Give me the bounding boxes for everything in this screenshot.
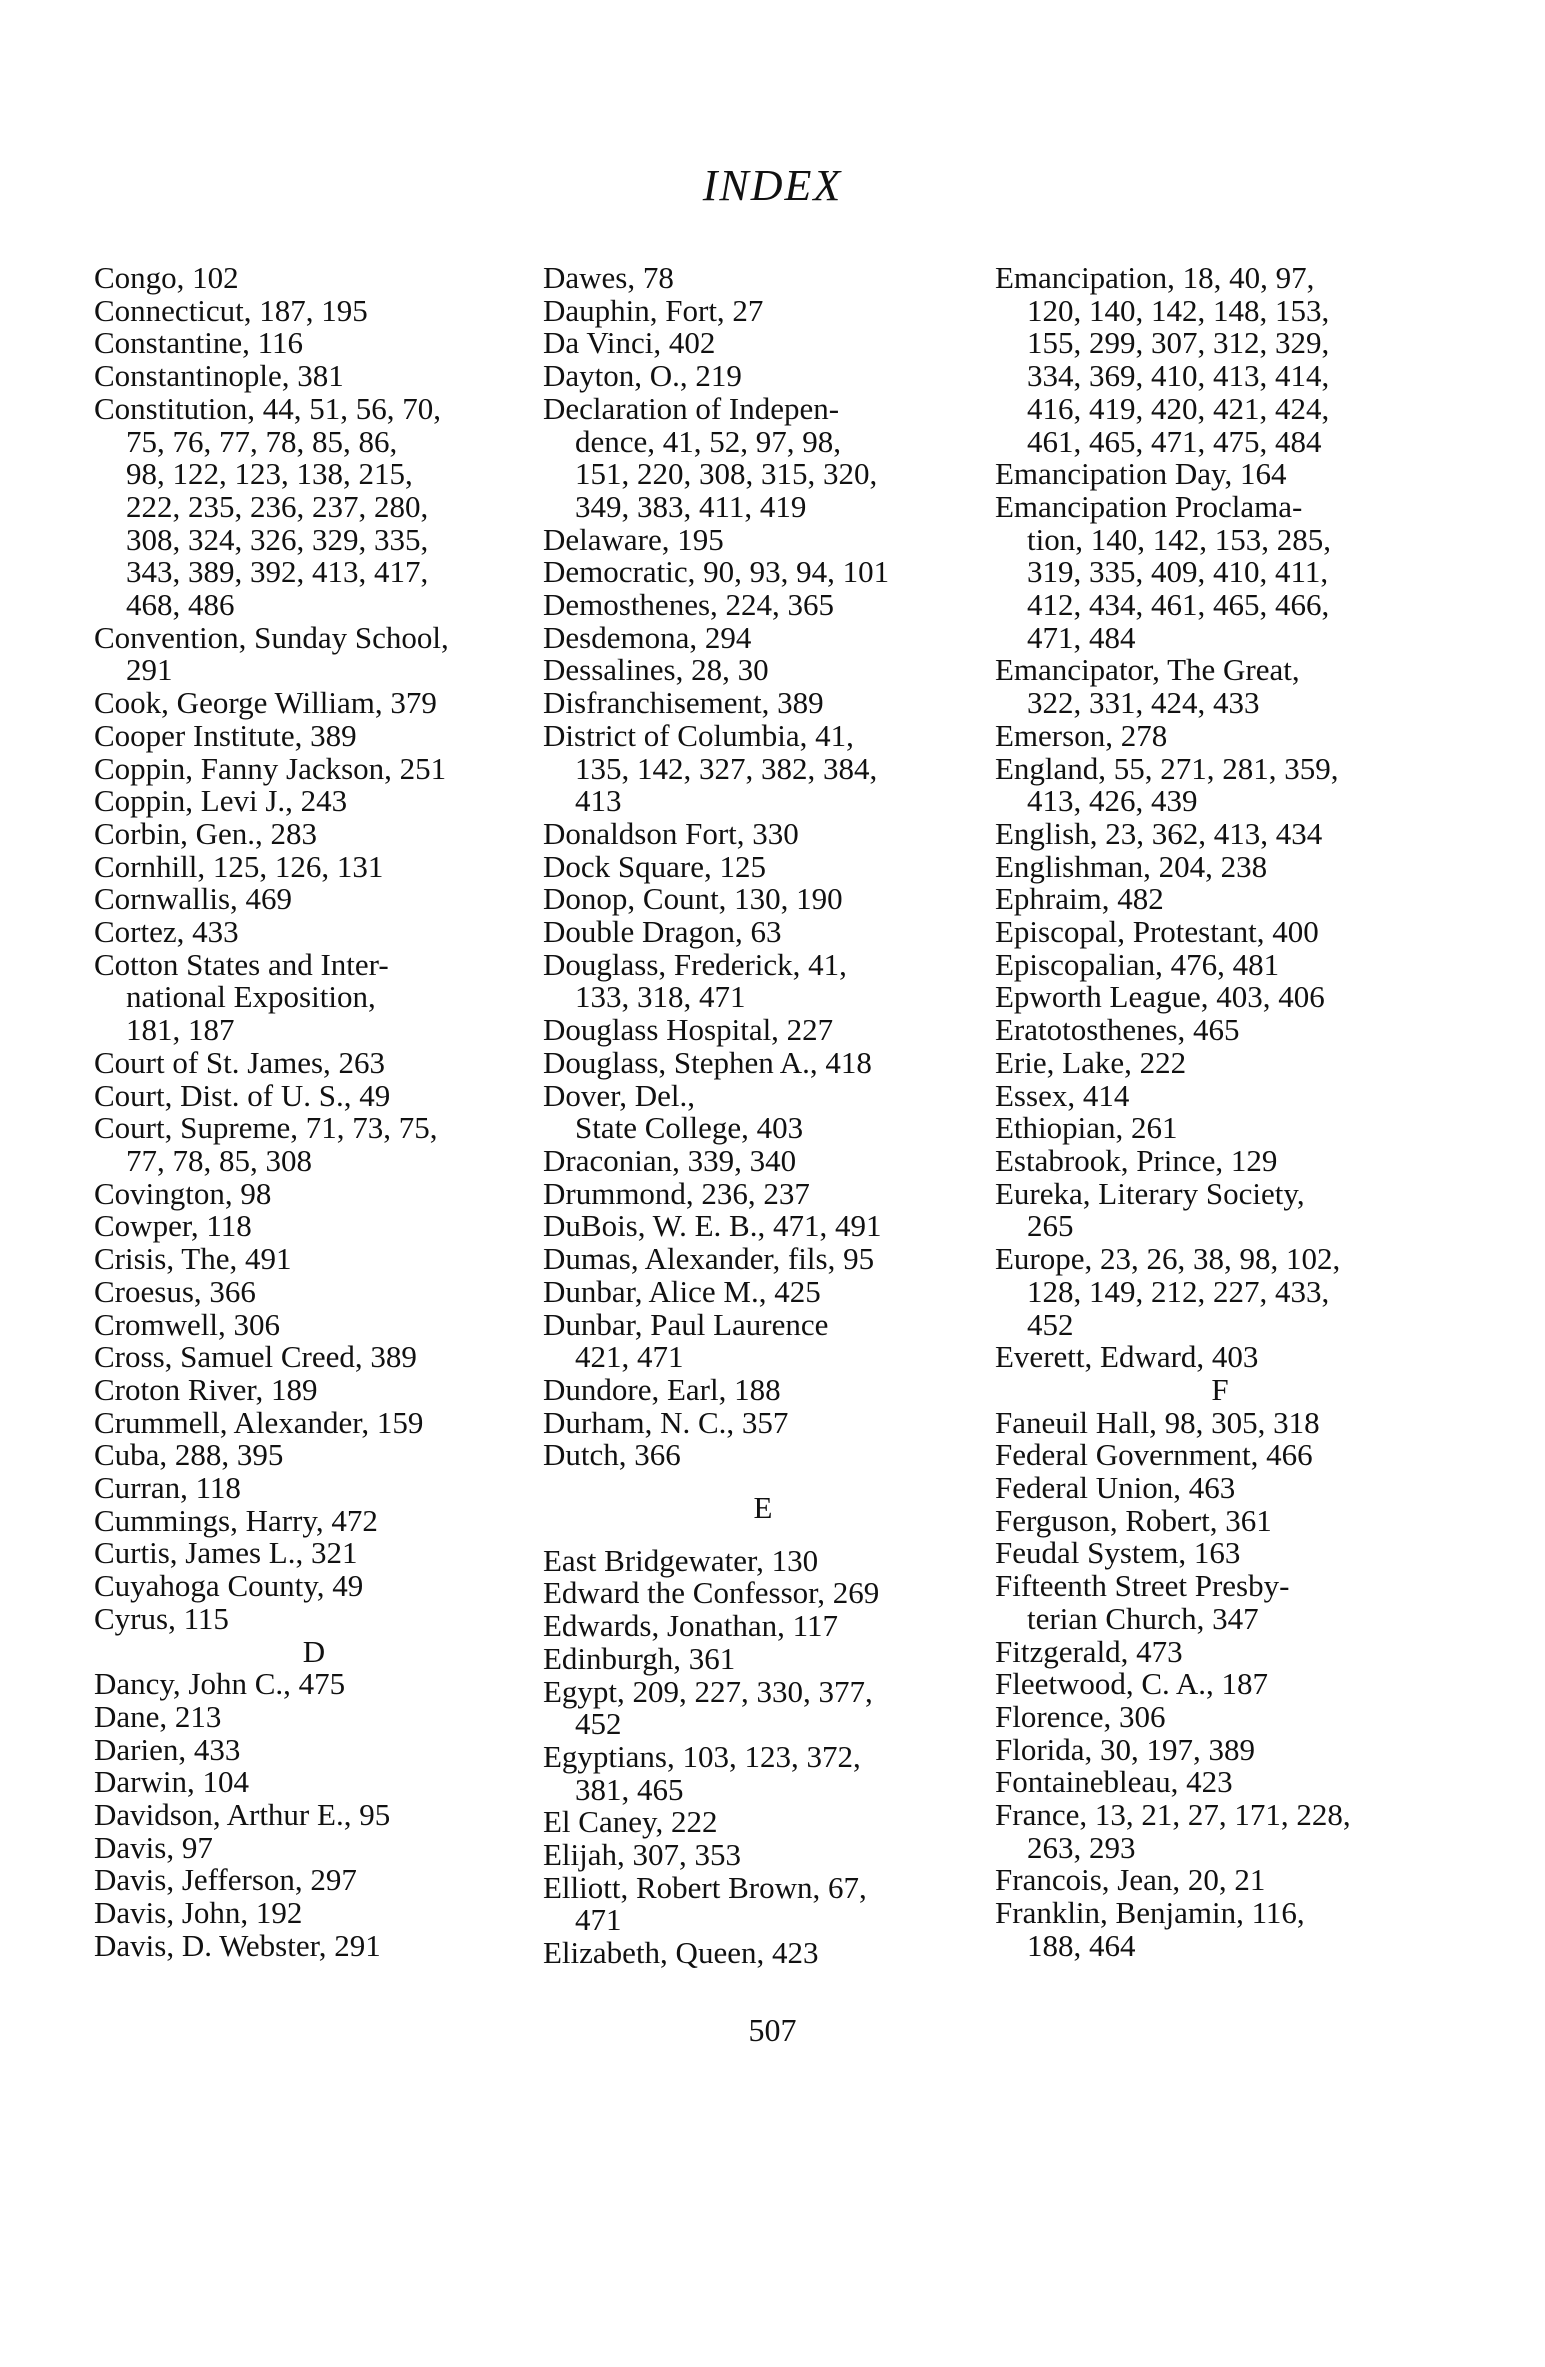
index-entry-line: Elijah, 307, 353 [543, 1837, 742, 1873]
index-entry-line: Covington, 98 [94, 1175, 272, 1211]
index-entry-line: Cowper, 118 [94, 1208, 252, 1244]
index-entry-continuation: 291 [126, 652, 173, 688]
index-entry-line: Erie, Lake, 222 [995, 1044, 1187, 1080]
index-entry [543, 815, 983, 851]
index-entry [995, 1175, 1445, 1244]
index-entry [94, 848, 534, 884]
index-entry [995, 1112, 1445, 1145]
index-entry-line: Croesus, 366 [94, 1273, 256, 1309]
index-entry [94, 1766, 534, 1799]
index-entry [543, 521, 983, 557]
index-entry-continuation: tion, 140, 142, 153, 285, [1027, 521, 1331, 557]
index-entry-line: Eureka, Literary Society, [995, 1175, 1305, 1211]
index-entry-line: Cooper Institute, 389 [94, 717, 357, 753]
index-entry [94, 1864, 534, 1897]
index-entry-continuation: 322, 331, 424, 433 [1027, 685, 1260, 721]
index-entry [543, 619, 983, 655]
index-entry-line: Dayton, O., 219 [543, 358, 742, 394]
section-letter-heading: E [753, 1490, 773, 1526]
index-entry-line: Convention, Sunday School, [94, 619, 449, 655]
index-entry-continuation: 349, 383, 411, 419 [575, 488, 807, 524]
index-entry [94, 1472, 534, 1505]
index-entry-line: Court, Supreme, 71, 73, 75, [94, 1110, 438, 1146]
index-entry-continuation: 133, 318, 471 [575, 979, 746, 1015]
index-entry [94, 262, 534, 295]
index-entry [94, 916, 534, 949]
index-entry-line: Cornhill, 125, 126, 131 [94, 848, 384, 884]
index-entry-continuation: 120, 140, 142, 148, 153, [1027, 292, 1330, 328]
index-entry-line: Egypt, 209, 227, 330, 377, [543, 1673, 873, 1709]
index-entry-continuation: 181, 187 [126, 1012, 235, 1048]
index-entry [543, 687, 983, 720]
index-entry-line: Emancipator, The Great, [995, 652, 1300, 688]
index-entry-continuation: 222, 235, 236, 237, 280, [126, 488, 429, 524]
index-entry-line: Cromwell, 306 [94, 1306, 280, 1342]
index-entry [94, 292, 534, 328]
index-entry-line: Dauphin, Fort, 27 [543, 292, 764, 328]
index-entry-line: Douglass, Stephen A., 418 [543, 1044, 872, 1080]
index-entry [94, 1570, 534, 1603]
index-entry-continuation: 381, 465 [575, 1771, 684, 1807]
index-entry-continuation: 343, 389, 392, 413, 417, [126, 554, 429, 590]
index-entry-continuation: 263, 293 [1027, 1829, 1136, 1865]
index-entry [94, 1731, 534, 1767]
index-entry-line: Essex, 414 [995, 1077, 1130, 1113]
index-entry [543, 1542, 983, 1578]
index-entry-continuation: 413, 426, 439 [1027, 783, 1198, 819]
index-entry [995, 916, 1445, 949]
index-entry-line: Cook, George William, 379 [94, 685, 437, 721]
index-entry [94, 1502, 534, 1538]
index-entry [995, 1766, 1445, 1799]
index-entry [94, 1439, 534, 1472]
index-entry-line: Crummell, Alexander, 159 [94, 1404, 424, 1440]
index-entry-continuation: 412, 434, 461, 465, 466, [1027, 587, 1330, 623]
index-entry-line: Durham, N. C., 357 [543, 1404, 789, 1440]
index-entry-line: Donop, Count, 130, 190 [543, 881, 843, 917]
index-entry-line: Coppin, Fanny Jackson, 251 [94, 750, 447, 786]
index-entry [94, 1799, 534, 1832]
index-entry-continuation: 452 [575, 1706, 622, 1742]
index-column-3 [995, 262, 1445, 1963]
index-entry [94, 687, 534, 720]
index-entry [94, 1668, 534, 1701]
index-entry-continuation: 461, 465, 471, 475, 484 [1027, 423, 1322, 459]
index-entry [543, 883, 983, 916]
index-entry [543, 1439, 983, 1472]
index-entry-line: Fleetwood, C. A., 187 [995, 1666, 1268, 1702]
section-letter-heading: F [1211, 1371, 1229, 1407]
index-entry-line: Congo, 102 [94, 260, 239, 295]
index-entry-line: Constantinople, 381 [94, 358, 344, 394]
index-entry-line: Disfranchisement, 389 [543, 685, 824, 721]
index-entry [995, 1404, 1445, 1440]
index-entry [995, 1439, 1445, 1472]
index-entry-line: Court, Dist. of U. S., 49 [94, 1077, 391, 1113]
index-entry [543, 946, 983, 1015]
index-entry-continuation: 188, 464 [1027, 1927, 1136, 1963]
index-entry [995, 1044, 1445, 1080]
index-entry [94, 1210, 534, 1243]
index-entry-line: Florida, 30, 197, 389 [995, 1731, 1256, 1767]
index-entry-line: Francois, Jean, 20, 21 [995, 1862, 1266, 1898]
index-entry-line: Demosthenes, 224, 365 [543, 587, 835, 623]
index-entry-line: Federal Union, 463 [995, 1470, 1236, 1506]
index-entry [543, 1839, 983, 1872]
index-entry [995, 1698, 1445, 1734]
index-entry-line: Cummings, Harry, 472 [94, 1502, 378, 1538]
index-entry [995, 1472, 1445, 1505]
index-entry-line: Elizabeth, Queen, 423 [543, 1935, 819, 1971]
index-entry [94, 1175, 534, 1211]
index-entry-line: Davidson, Arthur E., 95 [94, 1797, 391, 1833]
index-entry-line: Florence, 306 [995, 1698, 1166, 1734]
index-entry-continuation: 77, 78, 85, 308 [126, 1142, 312, 1178]
index-entry-line: Davis, Jefferson, 297 [94, 1862, 357, 1898]
index-entry-line: France, 13, 21, 27, 171, 228, [995, 1797, 1351, 1833]
index-entry [995, 883, 1445, 916]
index-entry-line: Drummond, 236, 237 [543, 1175, 810, 1211]
index-entry-line: Ethiopian, 261 [995, 1110, 1178, 1146]
index-entry-continuation: 151, 220, 308, 315, 320, [575, 456, 878, 492]
index-entry [995, 488, 1445, 655]
index-entry-line: Constitution, 44, 51, 56, 70, [94, 390, 442, 426]
index-entry-line: Dawes, 78 [543, 260, 674, 295]
index-entry-line: Fitzgerald, 473 [995, 1633, 1183, 1669]
index-entry-line: Donaldson Fort, 330 [543, 815, 799, 851]
index-entry [543, 654, 983, 687]
index-entry-continuation: 468, 486 [126, 587, 235, 623]
index-entry [995, 458, 1445, 491]
index-entry-continuation: State College, 403 [575, 1110, 804, 1146]
index-entry-line: Crisis, The, 491 [94, 1241, 292, 1277]
index-entry-line: English, 23, 362, 413, 434 [995, 815, 1323, 851]
index-entry-continuation: 155, 299, 307, 312, 329, [1027, 325, 1330, 361]
index-entry [94, 1698, 534, 1734]
index-entry [94, 619, 534, 688]
index-entry-line: Connecticut, 187, 195 [94, 292, 368, 328]
index-entry [995, 1570, 1445, 1635]
index-entry-line: Curran, 118 [94, 1470, 241, 1506]
index-entry [995, 1633, 1445, 1669]
index-entry-line: Dover, Del., [543, 1077, 695, 1113]
index-entry [94, 1273, 534, 1309]
index-entry-continuation: 265 [1027, 1208, 1074, 1244]
index-entry [94, 1829, 534, 1865]
index-entry [94, 750, 534, 786]
index-entry [543, 1044, 983, 1080]
index-entry [94, 390, 534, 623]
index-entry [543, 717, 983, 819]
index-entry [94, 360, 534, 393]
index-entry-line: Ephraim, 482 [995, 881, 1164, 917]
index-entry [94, 1306, 534, 1342]
index-entry-line: Dunbar, Paul Laurence [543, 1306, 829, 1342]
index-entry-line: Everett, Edward, 403 [995, 1339, 1259, 1375]
index-entry [543, 327, 983, 360]
index-entry-line: Elliott, Robert Brown, 67, [543, 1869, 867, 1905]
index-entry [543, 1937, 983, 1970]
index-entry-continuation: 319, 335, 409, 410, 411, [1027, 554, 1329, 590]
index-entry-continuation: 98, 122, 123, 138, 215, [126, 456, 413, 492]
index-entry-line: Estabrook, Prince, 129 [995, 1142, 1278, 1178]
page-title: INDEX [702, 161, 843, 210]
index-entry-line: Desdemona, 294 [543, 619, 752, 655]
index-entry-line: Curtis, James L., 321 [94, 1535, 358, 1571]
index-entry-line: Davis, John, 192 [94, 1895, 303, 1931]
index-entry-line: Coppin, Levi J., 243 [94, 783, 348, 819]
index-entry [995, 750, 1445, 819]
index-entry [995, 981, 1445, 1014]
index-entry [543, 360, 983, 393]
index-entry-line: El Caney, 222 [543, 1804, 718, 1840]
index-entry-line: Corbin, Gen., 283 [94, 815, 318, 851]
index-entry [995, 717, 1445, 753]
page-number: 507 [748, 2012, 797, 2048]
index-entry [995, 1731, 1445, 1767]
index-entry-line: District of Columbia, 41, [543, 717, 854, 753]
index-entry-line: Dancy, John C., 475 [94, 1666, 346, 1702]
index-entry-continuation: 471 [575, 1902, 622, 1938]
index-entry-line: Cotton States and Inter- [94, 946, 389, 982]
index-entry [543, 1404, 983, 1440]
index-entry [543, 556, 983, 589]
index-entry [94, 717, 534, 753]
index-entry-line: Cortez, 433 [94, 914, 239, 950]
index-entry-line: Edinburgh, 361 [543, 1640, 736, 1676]
index-entry [995, 262, 1445, 458]
index-entry-line: Cuyahoga County, 49 [94, 1568, 364, 1604]
index-entry-line: Darwin, 104 [94, 1764, 249, 1800]
index-entry [995, 1077, 1445, 1113]
index-entry-continuation: terian Church, 347 [1027, 1600, 1259, 1636]
index-entry [94, 1243, 534, 1276]
section-letter-heading: D [302, 1633, 326, 1669]
index-entry [995, 1243, 1445, 1341]
index-column-2 [543, 262, 983, 1970]
index-entry-line: Cornwallis, 469 [94, 881, 293, 917]
index-entry [94, 1044, 534, 1080]
index-entry [543, 1243, 983, 1276]
index-entry-line: Darien, 433 [94, 1731, 241, 1767]
index-entry [543, 1175, 983, 1211]
index-entry-line: England, 55, 271, 281, 359, [995, 750, 1339, 786]
index-entry-line: East Bridgewater, 130 [543, 1542, 819, 1578]
index-entry-line: Court of St. James, 263 [94, 1044, 386, 1080]
index-entry [995, 1668, 1445, 1701]
index-entry-line: Faneuil Hall, 98, 305, 318 [995, 1404, 1320, 1440]
index-entry-line: Double Dragon, 63 [543, 914, 782, 950]
index-entry [543, 292, 983, 328]
index-entry-line: Draconian, 339, 340 [543, 1142, 797, 1178]
index-entry [995, 1502, 1445, 1538]
index-entry-line: Democratic, 90, 93, 94, 101 [543, 554, 890, 590]
index-entry-line: Epworth League, 403, 406 [995, 979, 1325, 1015]
index-entry [94, 946, 534, 1048]
index-entry-continuation: 421, 471 [575, 1339, 684, 1375]
index-entry [543, 1273, 983, 1309]
index-entry-line: Europe, 23, 26, 38, 98, 102, [995, 1241, 1341, 1277]
index-entry [995, 1799, 1445, 1864]
index-entry-continuation: dence, 41, 52, 97, 98, [575, 423, 842, 459]
index-entry [543, 1142, 983, 1178]
index-entry-line: Da Vinci, 402 [543, 325, 716, 361]
index-entry [543, 262, 983, 295]
index-entry [543, 848, 983, 884]
index-entry [543, 390, 983, 524]
index-entry-line: Edward the Confessor, 269 [543, 1575, 880, 1611]
index-entry [94, 883, 534, 916]
index-entry [94, 1897, 534, 1930]
index-entry-line: Dock Square, 125 [543, 848, 766, 884]
index-entry-line: DuBois, W. E. B., 471, 491 [543, 1208, 882, 1244]
index-entry [543, 1869, 983, 1938]
index-entry [543, 1738, 983, 1807]
index-entry-line: Englishman, 204, 238 [995, 848, 1268, 884]
index-entry-line: Delaware, 195 [543, 521, 724, 557]
index-entry [995, 1014, 1445, 1047]
index-entry [94, 1371, 534, 1407]
index-entry [94, 815, 534, 851]
index-entry [543, 1077, 983, 1146]
index-entry-line: Episcopal, Protestant, 400 [995, 914, 1319, 950]
index-entry-line: Fifteenth Street Presby- [995, 1568, 1290, 1604]
index-entry-line: Douglass, Frederick, 41, [543, 946, 847, 982]
index-entry-line: Egyptians, 103, 123, 372, [543, 1738, 861, 1774]
index-entry-line: Episcopalian, 476, 481 [995, 946, 1280, 982]
index-entry-line: Davis, 97 [94, 1829, 213, 1865]
index-entry-continuation: 452 [1027, 1306, 1074, 1342]
index-entry [94, 1927, 534, 1963]
index-entry [543, 1673, 983, 1742]
index-entry-continuation: 471, 484 [1027, 619, 1136, 655]
index-entry [94, 1537, 534, 1570]
index-entry [94, 1600, 534, 1636]
index-entry [995, 1864, 1445, 1897]
index-entry [543, 1371, 983, 1407]
index-entry-continuation: 128, 149, 212, 227, 433, [1027, 1273, 1330, 1309]
index-entry-line: Cuba, 288, 395 [94, 1437, 284, 1473]
index-entry [995, 1142, 1445, 1178]
index-entry-continuation: national Exposition, [126, 979, 376, 1015]
index-entry [995, 848, 1445, 884]
index-entry [995, 1537, 1445, 1570]
index-entry-line: Dutch, 366 [543, 1437, 681, 1473]
index-entry-line: Edwards, Jonathan, 117 [543, 1608, 839, 1644]
index-entry [543, 1306, 983, 1375]
index-entry-line: Ferguson, Robert, 361 [995, 1502, 1272, 1538]
index-entry [543, 589, 983, 622]
index-entry-line: Dane, 213 [94, 1698, 222, 1734]
index-entry [995, 815, 1445, 851]
index-entry-continuation: 75, 76, 77, 78, 85, 86, [126, 423, 398, 459]
index-entry [94, 1341, 534, 1374]
index-column-1 [94, 262, 534, 1963]
index-entry [94, 1404, 534, 1440]
index-entry [543, 1610, 983, 1643]
index-entry-line: Douglass Hospital, 227 [543, 1012, 834, 1048]
index-entry [94, 1077, 534, 1113]
index-entry [995, 654, 1445, 719]
index-entry-line: Dessalines, 28, 30 [543, 652, 769, 688]
index-entry-line: Feudal System, 163 [995, 1535, 1241, 1571]
index-entry-continuation: 413 [575, 783, 622, 819]
index-entry [995, 946, 1445, 982]
index-entry-line: Eratotosthenes, 465 [995, 1012, 1240, 1048]
index-entry-continuation: 334, 369, 410, 413, 414, [1027, 358, 1330, 394]
index-entry-line: Federal Government, 466 [995, 1437, 1313, 1473]
index-entry [543, 1577, 983, 1610]
index-entry [543, 1640, 983, 1676]
index-entry [94, 785, 534, 818]
index-entry [995, 1897, 1445, 1962]
index-entry-line: Croton River, 189 [94, 1371, 318, 1407]
index-entry [94, 1112, 534, 1177]
index-entry-line: Dundore, Earl, 188 [543, 1371, 781, 1407]
index-entry-line: Dunbar, Alice M., 425 [543, 1273, 821, 1309]
index-entry-line: Fontainebleau, 423 [995, 1764, 1233, 1800]
index-entry-line: Emancipation Proclama- [995, 488, 1303, 524]
index-entry [543, 1806, 983, 1839]
index-entry [94, 327, 534, 360]
index-entry-line: Davis, D. Webster, 291 [94, 1927, 381, 1963]
index-entry-line: Emancipation, 18, 40, 97, [995, 260, 1315, 295]
index-entry-continuation: 135, 142, 327, 382, 384, [575, 750, 878, 786]
index-entry [543, 1210, 983, 1243]
index-entry-line: Emerson, 278 [995, 717, 1168, 753]
index-entry-line: Declaration of Indepen- [543, 390, 840, 426]
index-entry-line: Franklin, Benjamin, 116, [995, 1895, 1305, 1931]
index-entry-continuation: 416, 419, 420, 421, 424, [1027, 390, 1330, 426]
index-entry [995, 1341, 1445, 1374]
index-entry-line: Constantine, 116 [94, 325, 303, 361]
index-entry-continuation: 308, 324, 326, 329, 335, [126, 521, 429, 557]
index-entry-line: Dumas, Alexander, fils, 95 [543, 1241, 875, 1277]
index-entry-line: Emancipation Day, 164 [995, 456, 1287, 492]
index-entry-line: Cross, Samuel Creed, 389 [94, 1339, 417, 1375]
index-entry [543, 1014, 983, 1047]
index-entry-line: Cyrus, 115 [94, 1600, 229, 1636]
index-entry [543, 916, 983, 949]
